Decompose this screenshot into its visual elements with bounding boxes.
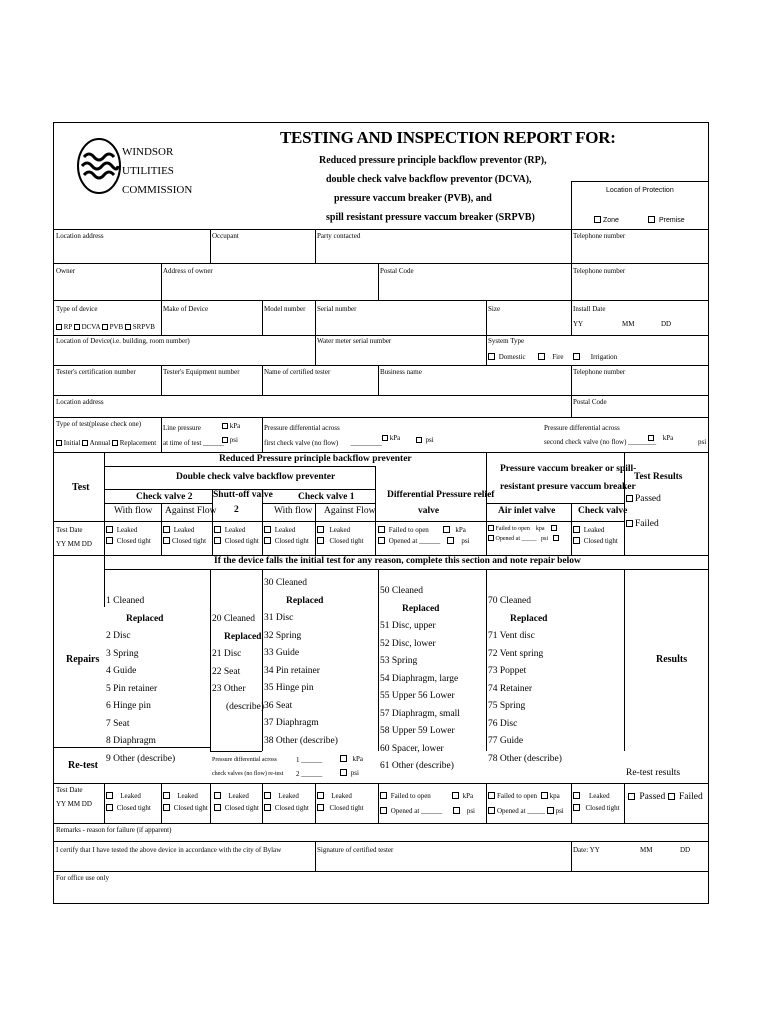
retest-cv-leaked[interactable]: Leaked [573,791,620,803]
repair-51[interactable]: 51 Disc, upper [380,621,436,631]
retest-cv2-af-closed[interactable]: Closed tight [163,803,208,815]
retest-cv2-af-leaked[interactable]: Leaked [163,791,208,803]
line-psi-checkbox[interactable]: psi [222,437,238,444]
party-contacted-field[interactable]: Party contacted [317,232,361,240]
repair-5[interactable]: 5 Pin retainer [106,683,158,694]
annual-checkbox[interactable]: Annual [82,439,110,447]
repair-col-2 [212,611,264,716]
tester-equipment-field[interactable]: Tester's Equipment number [163,368,240,376]
repair-23-describe: (describe) [226,701,264,712]
retest-shutoff-leaked[interactable]: Leaked [214,791,259,803]
pd-second-psi-checkbox[interactable]: psi [698,438,707,446]
check-valve-1-header: Check valve 1 [298,492,355,502]
air-inlet-failed-open[interactable]: Failed to open kpa [488,525,559,535]
repair-30[interactable]: 30 Cleaned [264,578,308,588]
test-date-label: Test Date [56,526,83,534]
cv1-af-closed[interactable]: Closed tight [317,536,364,547]
retest-line-1[interactable]: 1 ______ [296,756,323,764]
relief-failed-open[interactable]: Failed to open kPa [378,525,470,536]
repair-74[interactable]: 74 Retainer [488,683,533,694]
retest-date-label: Test Date [56,786,83,794]
rp-checkbox[interactable]: RP [56,323,72,331]
dcva-checkbox[interactable]: DCVA [74,323,100,331]
test-passed-checkbox[interactable]: Passed [626,495,661,505]
date-dd-field[interactable]: DD [680,846,691,854]
repair-77[interactable]: 77 Guide [488,736,524,746]
report-form [53,122,709,904]
retest-pd-label: Pressure differential across [212,757,277,763]
air-inlet-opened-at[interactable]: Opened at _____ psi [488,535,559,545]
repair-col-1 [106,593,175,768]
subtitle-1: Reduced pressure principle backflow preventor (RP), [319,155,547,166]
certification-statement: I certify that I have tested the above device in accordance with the city of Bylaw [56,846,282,854]
retest-cv1-wf [264,791,309,815]
premise-checkbox[interactable]: Premise [648,216,685,224]
repair-75[interactable]: 75 Spring [488,701,526,711]
retest-cv2-wf [106,791,151,815]
retest-relief [380,789,475,818]
location-address-field[interactable]: Location address [56,232,104,240]
repair-54[interactable]: 54 Diaphragm, large [380,673,459,684]
pd-first-psi-checkbox[interactable]: psi [416,437,434,444]
tester-postal-field[interactable]: Postal Code [573,398,607,406]
retest-cv-closed[interactable]: Closed tight [573,803,620,815]
repair-col-5 [488,593,562,768]
retest-relief-failed-open[interactable]: Failed to open kPa [380,789,475,804]
check-valve-leaked[interactable]: Leaked [573,525,618,536]
size-field[interactable]: Size [488,305,501,313]
device-type-checkboxes [56,324,155,331]
test-label: Test [72,482,90,493]
tester-cert-field[interactable]: Tester's certification number [56,368,136,376]
air-inlet-header: Air inlet valve [498,506,556,516]
cv2-wf-leaked[interactable]: Leaked [106,525,151,536]
subtitle-3: pressure vaccum breaker (PVB), and [334,193,492,204]
cv2-against-flow: Against Flow [165,506,217,516]
cv1-against-flow: Against Flow [324,506,376,516]
cv2-af-leaked[interactable]: Leaked [163,525,206,536]
repair-3[interactable]: 3 Spring [106,648,139,659]
diff-relief-header: Differential Pressure relief [387,490,495,500]
repair-34[interactable]: 34 Pin retainer [264,665,320,676]
fire-checkbox[interactable]: Fire [538,353,564,361]
repair-53[interactable]: 53 Spring [380,656,418,666]
tester-location-field[interactable]: Location address [56,398,104,406]
line-kpa-checkbox[interactable]: kPa [222,423,240,430]
repair-70[interactable]: 70 Cleaned [488,596,532,606]
shutoff-valve-number: 2 [234,505,239,515]
business-name-field[interactable]: Business name [380,368,422,376]
location-protection-label: Location of Protection [606,187,674,194]
windsor-utilities-logo [76,137,122,195]
repair-33[interactable]: 33 Guide [264,648,300,658]
shutoff-closed[interactable]: Closed tight [214,536,259,547]
zone-checkbox[interactable]: Zone [594,216,619,224]
repair-6[interactable]: 6 Hinge pin [106,701,151,711]
postal-code-field[interactable]: Postal Code [380,267,414,275]
repair-58-59[interactable]: 58 Upper 59 Lower [380,726,455,736]
dc-header: Double check valve backflow preventer [176,472,336,482]
shutoff-valve-header: Shutt-off valve [213,490,273,500]
air-inlet-options [488,525,559,544]
retest-cv2-af [163,791,208,815]
repair-76[interactable]: 76 Disc [488,718,518,729]
initial-checkbox[interactable]: Initial [56,439,80,447]
retest-relief-opened-at[interactable]: Opened at ______ psi [380,804,475,819]
repairs-note: If the device falls the initial test for any reason, complete this section and note repair below [214,556,581,566]
retest-cv1-wf-closed[interactable]: Closed tight [264,803,309,815]
repair-21[interactable]: 21 Disc [212,649,242,659]
replacement-checkbox[interactable]: Replacement [112,439,156,447]
remarks-field[interactable]: Remarks - reason for failure (if apparent) [56,826,172,834]
retest-air-inlet [488,789,564,818]
cv2-withflow-options [106,525,151,547]
date-yy-field[interactable]: Date: YY [573,846,600,854]
diff-relief-valve: valve [418,506,440,516]
check-valve-2-header: Check valve 2 [136,492,193,502]
cv2-with-flow: With flow [114,506,153,516]
relief-opened-at[interactable]: Opened at ______ psi [378,536,470,547]
retest-line-2[interactable]: 2 ______ [296,770,323,778]
cv2-againstflow-options [163,525,206,547]
retest-air-opened-at[interactable]: Opened at _____ psi [488,804,564,819]
retest-passed-checkbox[interactable]: Passed [628,792,665,802]
type-test-label: Type of test(please check one) [56,420,142,428]
cv1-wf-leaked[interactable]: Leaked [264,525,309,536]
repair-73[interactable]: 73 Poppet [488,666,527,676]
retest-cv2-wf-closed[interactable]: Closed tight [106,803,151,815]
repair-31[interactable]: 31 Disc [264,613,294,623]
repair-71[interactable]: 71 Vent disc [488,631,535,641]
owner-telephone-field[interactable]: Telephone number [573,267,626,275]
check-valve-options [573,525,618,547]
subtitle-2: double check valve backflow preventor (DCVA), [326,174,532,185]
line-pressure-field[interactable]: at time of test ______ [163,439,225,447]
shutoff-leaked[interactable]: Leaked [214,525,259,536]
repair-col4-replaced: Replaced [402,603,440,614]
retest-shutoff [214,791,259,815]
cv2-wf-closed[interactable]: Closed tight [106,536,151,547]
office-use-label: For office use only [56,874,109,882]
retest-cv1-af [317,791,364,815]
install-dd[interactable]: DD [661,320,672,328]
serial-number-field[interactable]: Serial number [317,305,357,313]
repair-52[interactable]: 52 Disc, lower [380,638,436,649]
repair-col2-replaced: Replaced [224,631,262,642]
retest-air-failed-open[interactable]: Failed to open kpa [488,789,564,804]
org-name-line3: COMMISSION [122,184,193,196]
test-date-fields[interactable]: YY MM DD [56,540,92,548]
pd-second-label: Pressure differential across [544,424,620,432]
repair-23[interactable]: 23 Other [212,684,246,694]
repair-7[interactable]: 7 Seat [106,718,130,729]
pd-first-field[interactable]: first check valve (no flow) _________ [264,439,382,447]
test-results-header: Test Results [634,472,683,482]
rp-header: Reduced Pressure principle backflow preventer [219,454,412,464]
retest-cv1-wf-leaked[interactable]: Leaked [264,791,309,803]
pvb-header-2: resistant presure vaccum breaker [500,482,636,492]
page-title: TESTING AND INSPECTION REPORT FOR: [280,128,616,147]
system-type-label: System Type [488,337,525,345]
pd-second-kpa-checkbox[interactable]: kPa [648,435,673,442]
repairs-label: Repairs [66,654,100,665]
install-mm[interactable]: MM [622,320,635,328]
repair-20[interactable]: 20 Cleaned [212,614,256,624]
repair-8[interactable]: 8 Diaphragm [106,736,156,746]
repair-col1-replaced: Replaced [126,613,164,624]
repair-4[interactable]: 4 Guide [106,666,137,676]
cv1-af-leaked[interactable]: Leaked [317,525,364,536]
repair-22[interactable]: 22 Seat [212,666,241,677]
date-mm-field[interactable]: MM [640,846,653,854]
retest-check-valves-label: check valves (no flow) re-test [212,771,284,777]
model-number-field[interactable]: Model number [264,305,306,313]
retest-cv1-af-leaked[interactable]: Leaked [317,791,364,803]
repair-50[interactable]: 50 Cleaned [380,586,424,596]
type-device-label: Type of device [56,305,98,313]
test-failed-checkbox[interactable]: Failed [626,520,659,530]
repair-1[interactable]: 1 Cleaned [106,596,145,606]
org-name-line2: UTILITIES [122,165,174,177]
irrigation-checkbox[interactable]: Irrigation [573,353,617,361]
retest-cv1-af-closed[interactable]: Closed tight [317,803,364,815]
cv1-with-flow: With flow [274,506,313,516]
shutoff-options [214,525,259,547]
signature-field[interactable]: Signature of certified tester [317,846,394,854]
pvb-checkbox[interactable]: PVB [102,323,123,331]
repair-col3-replaced: Replaced [286,595,324,606]
tester-telephone-field[interactable]: Telephone number [573,368,626,376]
make-device-field[interactable]: Make of Device [163,305,209,313]
cv1-withflow-options [264,525,309,547]
repair-35[interactable]: 35 Hinge pin [264,683,314,693]
retest-results-label: Re-test results [626,768,681,778]
certified-tester-name-field[interactable]: Name of certified tester [264,368,331,376]
cv1-wf-closed[interactable]: Closed tight [264,536,309,547]
relief-options [378,525,470,547]
retest-failed-checkbox[interactable]: Failed [668,792,703,802]
retest-psi-checkbox[interactable]: psi [340,769,359,777]
telephone-field[interactable]: Telephone number [573,232,626,240]
retest-label: Re-test [68,760,98,771]
subtitle-4: spill resistant pressure vaccum breaker (SRPVB) [326,212,535,223]
repair-37[interactable]: 37 Diaphragm [264,718,319,728]
repair-57[interactable]: 57 Diaphragm, small [380,708,460,719]
repair-2[interactable]: 2 Disc [106,631,131,641]
pd-second-field[interactable]: second check valve (no flow) ________ [544,438,657,446]
pd-first-kpa-checkbox[interactable]: kPa [382,435,400,442]
test-type-checkboxes [56,440,156,447]
location-device-field[interactable]: Location of Device(i.e. building, room number) [56,337,190,345]
retest-cv2-wf-leaked[interactable]: Leaked [106,791,151,803]
retest-pass-fail [628,793,703,803]
retest-check-valve [573,791,620,815]
repair-36[interactable]: 36 Seat [264,700,293,711]
line-pressure-label: Line pressure [163,424,201,432]
owner-address-field[interactable]: Address of owner [163,267,213,275]
cv2-af-closed[interactable]: Closed tight [163,536,206,547]
retest-kpa-checkbox[interactable]: kPa [340,755,363,763]
retest-date-fields[interactable]: YY MM DD [56,800,92,808]
repair-78[interactable]: 78 Other (describe) [488,753,562,764]
retest-shutoff-closed[interactable]: Closed tight [214,803,259,815]
install-date-label: Install Date [573,305,606,313]
repair-32[interactable]: 32 Spring [264,630,302,641]
check-valve-closed[interactable]: Closed tight [573,536,618,547]
pd-first-label: Pressure differential across [264,424,340,432]
cv1-againstflow-options [317,525,364,547]
install-yy[interactable]: YY [573,320,584,328]
repair-col-3 [264,575,338,750]
repairs-results-label: Results [656,654,688,665]
repair-col-4 [380,583,460,776]
repair-col5-replaced: Replaced [510,613,548,624]
repair-38[interactable]: 38 Other (describe) [264,735,338,746]
pvb-header-1: Pressure vaccum breaker or spill- [500,464,637,474]
srpvb-checkbox[interactable]: SRPVB [125,323,155,331]
water-meter-field[interactable]: Water meter serial number [317,337,392,345]
repair-72[interactable]: 72 Vent spring [488,648,544,659]
domestic-checkbox[interactable]: Domestic [488,353,526,361]
check-valve-header: Check valve [578,506,628,516]
org-name-line1: WINDSOR [122,146,174,158]
repair-61[interactable]: 61 Other (describe) [380,761,454,771]
repair-55-56[interactable]: 55 Upper 56 Lower [380,691,455,701]
repair-60[interactable]: 60 Spacer, lower [380,743,444,754]
occupant-field[interactable]: Occupant [212,232,239,240]
repair-9[interactable]: 9 Other (describe) [106,753,176,764]
owner-field[interactable]: Owner [56,267,76,275]
